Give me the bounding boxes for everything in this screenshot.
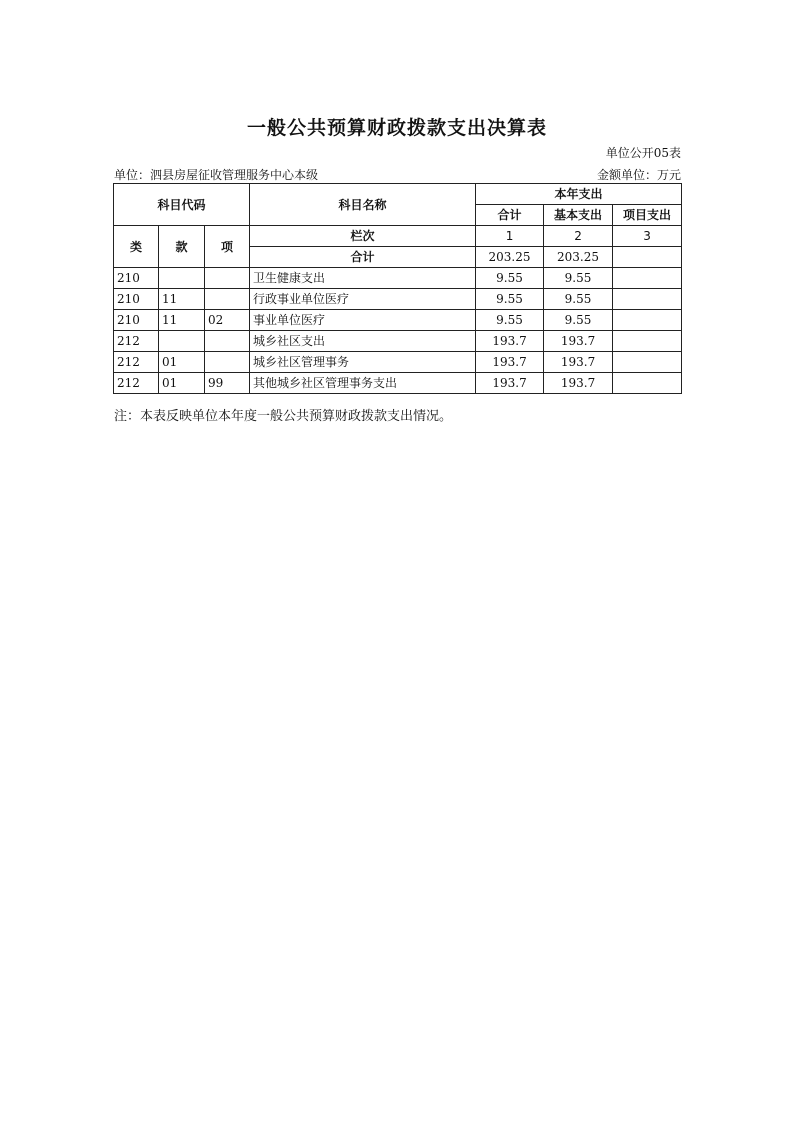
header-row-1: [114, 184, 682, 205]
header-subject-code: 科目代码: [114, 184, 250, 226]
row-category: 210: [114, 310, 159, 331]
row-total: 193.7: [476, 373, 544, 394]
row-total: 9.55: [476, 268, 544, 289]
row-category: 212: [114, 331, 159, 352]
row-project: [613, 268, 682, 289]
header-column-index: 栏次: [250, 226, 476, 247]
row-project: [613, 352, 682, 373]
row-basic: 193.7: [544, 331, 613, 352]
row-basic: 9.55: [544, 310, 613, 331]
row-basic: 9.55: [544, 268, 613, 289]
row-section: 11: [159, 310, 205, 331]
header-basic-expenditure: 基本支出: [544, 205, 613, 226]
table-row: [114, 373, 682, 394]
row-category: 212: [114, 352, 159, 373]
total-row-project: [613, 247, 682, 268]
row-item: [205, 331, 250, 352]
row-subject-name: 城乡社区支出: [250, 331, 476, 352]
header-subject-name: 科目名称: [250, 184, 476, 226]
row-item: 99: [205, 373, 250, 394]
header-total: 合计: [476, 205, 544, 226]
row-item: [205, 268, 250, 289]
row-subject-name: 其他城乡社区管理事务支出: [250, 373, 476, 394]
row-total: 9.55: [476, 310, 544, 331]
row-item: [205, 289, 250, 310]
row-total: 193.7: [476, 352, 544, 373]
header-row-3: [114, 226, 682, 247]
amount-unit: 金额单位：万元: [596, 168, 681, 182]
row-basic: 193.7: [544, 373, 613, 394]
header-category: 类: [114, 226, 159, 268]
row-project: [613, 373, 682, 394]
row-basic: 193.7: [544, 352, 613, 373]
total-row-basic: 203.25: [544, 247, 613, 268]
row-section: 01: [159, 373, 205, 394]
form-code: 单位公开05表: [605, 146, 681, 160]
row-category: 210: [114, 289, 159, 310]
row-section: [159, 268, 205, 289]
table-row: [114, 331, 682, 352]
row-project: [613, 289, 682, 310]
header-project-expenditure: 项目支出: [613, 205, 682, 226]
row-project: [613, 331, 682, 352]
row-subject-name: 事业单位医疗: [250, 310, 476, 331]
row-section: 01: [159, 352, 205, 373]
row-basic: 9.55: [544, 289, 613, 310]
row-section: 11: [159, 289, 205, 310]
total-row-label: 合计: [250, 247, 476, 268]
header-item: 项: [205, 226, 250, 268]
row-category: 210: [114, 268, 159, 289]
total-row-total: 203.25: [476, 247, 544, 268]
document-title: 一般公共预算财政拨款支出决算表: [246, 117, 547, 139]
reporting-unit: 单位：泗县房屋征收管理服务中心本级: [114, 168, 319, 182]
row-total: 193.7: [476, 331, 544, 352]
row-item: [205, 352, 250, 373]
table-footnote: 注：本表反映单位本年度一般公共预算财政拨款支出情况。: [114, 409, 453, 424]
table-row: [114, 268, 682, 289]
header-col-3: 3: [613, 226, 682, 247]
table-row: [114, 352, 682, 373]
row-category: 212: [114, 373, 159, 394]
expenditure-table: [113, 183, 682, 394]
row-subject-name: 卫生健康支出: [250, 268, 476, 289]
row-item: 02: [205, 310, 250, 331]
row-project: [613, 310, 682, 331]
table-row: [114, 289, 682, 310]
row-subject-name: 城乡社区管理事务: [250, 352, 476, 373]
header-section: 款: [159, 226, 205, 268]
header-col-1: 1: [476, 226, 544, 247]
header-col-2: 2: [544, 226, 613, 247]
row-section: [159, 331, 205, 352]
row-total: 9.55: [476, 289, 544, 310]
table-row: [114, 310, 682, 331]
row-subject-name: 行政事业单位医疗: [250, 289, 476, 310]
header-current-year-expenditure: 本年支出: [476, 184, 682, 205]
